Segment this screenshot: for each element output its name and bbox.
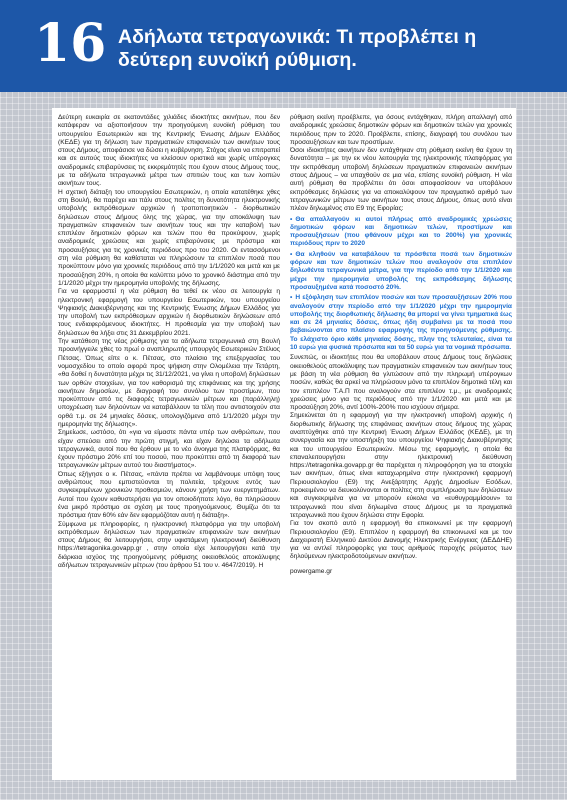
paragraph: Όπως εξήγησε ο κ. Πέτσας, «πάντα πρέπει να λαμβάνουμε υπόψη τους ανθρώπους που εμπιστεύονται τη πολιτεία, τρέχουνε εντός των συγκεκριμένων χρονικών προθεσμιών, κάνουν χρήση των ευεργετημάτων. Αυτοί που έχουν καθυστερήσει για τον οποιοδήποτε λόγο, θα πληρώσουν ένα μικρό πρόστιμο σε σχέση με τους προηγούμενους. Θυμίζω ότι τα πρόστιμα ήταν 60% εάν δεν εφαρμόζόταν αυτή η διάταξη». xyxy=(58,470,280,520)
bullet-item xyxy=(290,251,512,292)
bullet-text: Η εξόφληση των επιπλέον ποσών και των προσαυξήσεων 20% που αναλογούν στην περίοδο από την 1/1/2020 μέχρι την ημερομηνία υποβολής της διορθωτικής δήλωσης θα μπορεί να γίνει τμηματικά έως και σε 24 μηνιαίες δόσεις, όπως ήδη συμβαίνει με τα ποσά που βεβαιώνονται στο πλαίσιο εφαρμογής της προηγούμενης ρύθμισης. Το ελάχιστο όριο κάθε μηνιαίας δόσης, πλην της τελευταίας, είναι τα 10 ευρώ για φυσικά πρόσωπα και τα 50 ευρώ για τα νομικά πρόσωπα. xyxy=(290,294,512,352)
paragraph: Δεύτερη ευκαιρία σε εκατοντάδες χιλιάδες ιδιοκτήτες ακινήτων, που δεν κατάφεραν να αξιοποιήσουν την προηγούμενη ευνοϊκή ρύθμιση του υπουργείου Εσωτερικών και της Κεντρικής Ένωσης Δήμων Ελλάδος (ΚΕΔΕ) για τη δήλωση των πραγματικών επιφανειών των ακινήτων τους στους Δήμους, αποφάσισε να δώσει η κυβέρνηση. Στόχος είναι να επιτραπεί και σε αυτούς τους ιδιοκτήτες να κλείσουν οριστικά και χωρίς υπέρογκες αναδρομικές επιβαρύνσεις τις εκκρεμότητές που έχουν στους Δήμους τους, με τα αδήλωτα τετραγωνικά μέτρα των σπιτιών τους και των λοιπών ακινήτων τους. xyxy=(58,114,280,188)
bullet-item xyxy=(290,216,512,249)
bullet-text: Θα απαλλαγούν κι αυτοί πλήρως από αναδρομικές χρεώσεις δημοτικών φόρων και δημοτικών τελών, προστίμων και προσαυξήσεων (που φθάνουν μέχρι και το 200%) για χρονικές περιόδους πριν το 2020 xyxy=(290,215,512,248)
left-column xyxy=(58,114,280,774)
source-credit: powergame.gr xyxy=(290,567,333,575)
bullet-icon: • xyxy=(290,215,293,223)
paragraph: Η σχετική διάταξη του υπουργείου Εσωτερικών, η οποία κατατέθηκε χθες στη Βουλή, θα παρέχει και πάλι στους πολίτες τη δυνατότητα ηλεκτρονικής υποβολής εκπρόθεσμων αρχικών ή τροποποιητικών - διορθωτικών δηλώσεων στους Δήμους όλης της χώρας, για την αποκάλυψη των πραγματικών επιφανειών των ακινήτων τους και την καταβολή των επιπλέον δημοτικών φόρων και τελών που θα προκύψουν, χωρίς αναδρομικές χρεώσεις και χωρίς επιβαρύνσεις με πρόστιμα και προσαυξήσεις για τις χρονικές περιόδους προ του 2020. Οι εντασσόμενοι στη νέα ρύθμιση θα καθίσταται να πληρώσουν τα επιπλέον ποσά που προκύπτουν μόνο για χρονικές περιόδους από την 1/1/2020 και μετά και με προσαύξηση 20%, η οποία θα καλύπτει μόνο το χρονικό διάστημα από την 1/1/2020 μέχρι την ημερομηνία υποβολής της δήλωσης. xyxy=(58,188,280,287)
page-number: 16 xyxy=(34,13,107,74)
bullet-icon: • xyxy=(290,250,293,258)
paragraph: ρύθμιση εκείνη προέβλεπε, για όσους εντάχθηκαν, πλήρη απαλλαγή από αναδρομικές χρεώσεις δημοτικών φόρων και δημοτικών τελών για χρονικές περιόδους πριν το 2020. Προέβλεπε, επίσης, διαγραφή του συνόλου των προσαυξήσεων και των προστίμων. xyxy=(290,114,512,146)
paragraph: Την κατάθεση της νέας ρύθμισης για τα αδήλωτα τετραγωνικά στη Βουλή προανήγγειλε χθες το πρωί ο αναπληρωτής υπουργός Εσωτερικών Στέλιος Πέτσας. Όπως είπε ο κ. Πέτσας, στο πλαίσιο της επεξεργασίας του νομοσχεδίου το οποίο αφορά προς ψήφιση στην Ολομέλεια την Τετάρτη, «θα δοθεί η δυνατότητα μέχρι τις 31/12/2021, να γίνει η υποβολή δηλώσεων των ορθών στοιχείων, για τον καθορισμό της επιφάνειας και της χρήσης ακινήτων δημοσίων, με διαγραφή του συνόλου των προστίμων, που προκύπτουν από τις διαφορές τετραγωνικών μέτρων και (παράλληλη) υποχρέωση των δηλούντων να καταβάλλουν τα τέλη που αντιστοιχούν στα ορθά τ.μ. σε 24 μηνιαίες δόσεις, υπολογιζόμενα από 1/1/2020 μέχρι την ημερομηνία της δήλωσης». xyxy=(58,338,280,428)
article-title: Αδήλωτα τετραγωνικά: Τι προβλέπει η δεύτερη ευνοϊκή ρύθμιση. xyxy=(118,26,477,71)
bullet-item xyxy=(290,294,512,352)
right-column xyxy=(290,114,512,774)
paragraph: Σημειώνεται ότι η εφαρμογή για την ηλεκτρονική υποβολή αρχικής ή διορθωτικής δήλωσης της επιφάνειας ακινήτων στους δήμους της χώρας αναπτύχθηκε από την Κεντρική Ένωση Δήμων Ελλάδος (ΚΕΔΕ), με τη συνεργασία και την υποστήριξη του υπουργείου Ψηφιακής Διακυβέρνησης και του υπουργείου Εσωτερικών. Μέσω της εφαρμογής, η οποία θα επαναλειτουργήσει στην ηλεκτρονική διεύθυνση https://tetragonika.govapp.gr θα παρέχεται η πληροφόρηση για τα στοιχεία των ακινήτων, όπως είναι καταχωρημένα στην ηλεκτρονική εφαρμογή Περιουσιολογίου (Ε9) της Ανεξάρτητης Αρχής Δημοσίων Εσόδων, προκειμένου να διευκολύνονται οι πολίτες στη συμπλήρωση των δηλώσεων και συγκεκριμένα για να μπορούν εύκολα να «ευθυγραμμίσουν» τα τετραγωνικά που είναι δηλωμένα στους Δήμους με τα πραγματικά τετραγωνικά που έχουν δηλώσει στην Εφορία. xyxy=(290,412,512,519)
paragraph: Συνεπώς, οι ιδιοκτήτες που θα υποβάλουν στους Δήμους τους δηλώσεις οικειοθελούς αποκάλυψης των πραγματικών επιφανειών των ακινήτων τους με βάση τη νέα ρύθμιση θα γλιτώσουν από την πληρωμή υπέρογκων ποσών, καθώς θα αρκεί να πληρώσουν μόνο τα επιπλέον δημοτικά τέλη και τον επιπλέον Τ.Α.Π που αναλογούν στα επιπλέον τ.μ., με αναδρομικές χρεώσεις μόνο για τις περιόδους από την 1/1/2020 και μετά και με προσαύξηση 20%, αντί 100%-200% που ισχύουν σήμερα. xyxy=(290,354,512,412)
paragraph: Για να εφαρμοστεί η νέα ρύθμιση θα τεθεί εκ νέου σε λειτουργία η ηλεκτρονική εφαρμογή του υπουργείου Εσωτερικών, του υπουργείου Ψηφιακής Διακυβέρνησης και της Κεντρικής Ένωσης Δήμων Ελλάδος για την υποβολή των εκπρόθεσμων αρχικών ή διορθωτικών δηλώσεων από τους ενδιαφερόμενους ιδιοκτήτες. Η προθεσμία για την υποβολή των δηλώσεων θα λήξει στις 31 Δεκεμβρίου 2021. xyxy=(58,288,280,337)
page-header xyxy=(0,0,567,92)
paragraph: Όσοι ιδιοκτήτες ακινήτων δεν εντάχθηκαν στη ρύθμιση εκείνη θα έχουν τη δυνατότητα – με την εκ νέου λειτουργία της ηλεκτρονικής πλατφόρμας για την εκπρόθεσμη υποβολή δηλώσεων πραγματικών επιφανειών ακινήτων στους Δήμους – να υπαχθούν σε μια νέα, επίσης ευνοϊκή ρύθμιση. Η νέα αυτή ρύθμιση θα προβλέπει ότι όσοι αποφασίσουν να υποβάλουν εκπρόθεσμες δηλώσεις για να αποκαλύψουν τον πραγματικό αριθμό των τετραγωνικών μέτρων των ακινήτων τους στους Δήμους, όπως αυτό είναι πλέον δηλωμένος στο Ε9 της Εφορίας: xyxy=(290,147,512,213)
paragraph: Σημείωσε, ωστόσο, ότι «για να είμαστε πάντα υπέρ των ανθρώπων, που είχαν σπεύσει από την πρώτη στιγμή, και είχαν δηλώσει τα αδήλωτα τετραγωνικά, αυτοί που θα έρθουν με το νέο άνοιγμα της πλατφόρμας, θα έχουν πρόστιμο 20% επί του ποσού, που προκύπτει από τη διαφορά των τετραγωνικών μέτρων αυτού του διαστήματος». xyxy=(58,429,280,470)
paragraph: Σύμφωνα με πληροφορίες, η ηλεκτρονική πλατφόρμα για την υποβολή εκπρόθεσμων δηλώσεων των πραγματικών επιφανειών των ακινήτων στους Δήμους θα λειτουργήσει, στην υφιστάμενη ηλεκτρονική διεύθυνση https://tetragonika.govapp.gr , στην οποία είχε λειτουργήσει κατά την διάρκεια ισχύος της προηγούμενης ρύθμισης οικειοθελούς αποκάλυψης αδήλωτων τετραγωνικών μέτρων (του άρθρου 51 του ν. 4647/2019). Η xyxy=(58,520,280,570)
paragraph: Για τον σκοπό αυτό η εφαρμογή θα επικοινωνεί με την εφαρμογή Περιουσιολογίου (Ε9). Επιπλέον η εφαρμογή θα επικοινωνεί και με τον Διαχειριστή Ελληνικού Δικτύου Διανομής Ηλεκτρικής Ενέργειας (ΔΕΔΔΗΕ) για να αντλεί πληροφορίες για τους αριθμούς παροχής ρεύματος των δηλούμενων ηλεκτροδοτούμενων ακινήτων. xyxy=(290,520,512,561)
bullet-icon: • xyxy=(290,294,293,302)
article-body xyxy=(52,108,516,780)
bullet-text: Θα κληθούν να καταβάλουν τα πρόσθετα ποσά των δημοτικών φόρων και των δημοτικών τελών που αναλογούν στα επιπλέον δηλωθέντα τετραγωνικά μέτρα, για την περίοδο από την 1/1/2020 και μέχρι την ημερομηνία υποβολής της εκπρόθεσμης δήλωσης προσαυξημένα κατά ποσοστό 20%. xyxy=(290,250,512,291)
